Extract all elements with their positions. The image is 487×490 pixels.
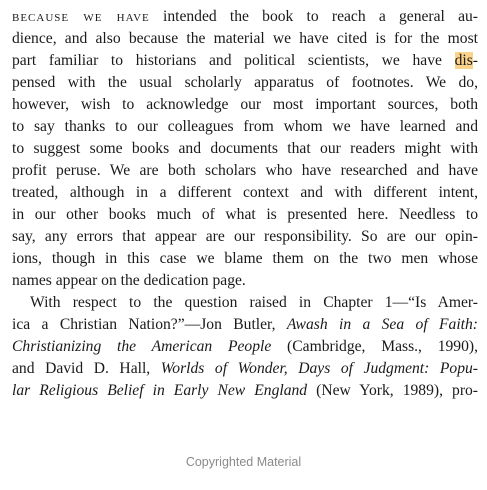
text-line: Christianizing the American People (Cambridge, Mass., 1990),	[12, 338, 478, 355]
text-line: lar Religious Belief in Early New England (New York, 1989), pro-	[12, 382, 479, 399]
book-title: lar Religious Belief in Early New England	[12, 382, 308, 399]
book-page	[12, 6, 478, 402]
text-line: dience, and also because the material we have cited is for the most	[12, 30, 478, 47]
text-line: ica a Christian Nation?”—Jon Butler, Awash in a Sea of Faith:	[12, 316, 478, 333]
book-title: Awash in a Sea of Faith:	[286, 316, 478, 333]
text-line: and David D. Hall, Worlds of Wonder, Days of Judgment: Popu-	[12, 360, 478, 377]
text-line: to say thanks to our colleagues from whom we have learned and	[12, 118, 478, 135]
acknowledgements-paragraph	[12, 6, 478, 292]
text-line: say, any errors that appear are our responsibility. So are our opin-	[12, 228, 478, 245]
text-line: in our other books much of what is presented here. Needless to	[12, 206, 478, 223]
text-line: ions, though in this case we blame them on the two men whose	[12, 250, 478, 267]
text-line: however, wish to acknowledge our most important sources, both	[12, 96, 478, 113]
text-line: part familiar to historians and political scientists, we have dis-	[12, 52, 478, 69]
search-highlight: dis	[454, 52, 473, 69]
text-line: treated, although in a different context and with different intent,	[12, 184, 478, 201]
text-line: to suggest some books and documents that our readers might with	[12, 140, 478, 157]
small-caps-lead: because we have	[12, 8, 150, 25]
sources-paragraph	[12, 292, 478, 402]
text-line: With respect to the question raised in Chapter 1—“Is Amer-	[30, 294, 478, 311]
copyright-watermark: Copyrighted Material	[185, 455, 302, 469]
book-title: Christianizing the American People	[12, 338, 272, 355]
text-line: because we have intended the book to reach a general au-	[12, 8, 478, 25]
text-line: names appear on the dedication page.	[12, 272, 246, 289]
text-line: profit peruse. We are both scholars who have researched and have	[12, 162, 478, 179]
book-title: Worlds of Wonder, Days of Judgment: Popu-	[160, 360, 478, 377]
text-line: pensed with the usual scholarly apparatus of footnotes. We do,	[12, 74, 478, 91]
